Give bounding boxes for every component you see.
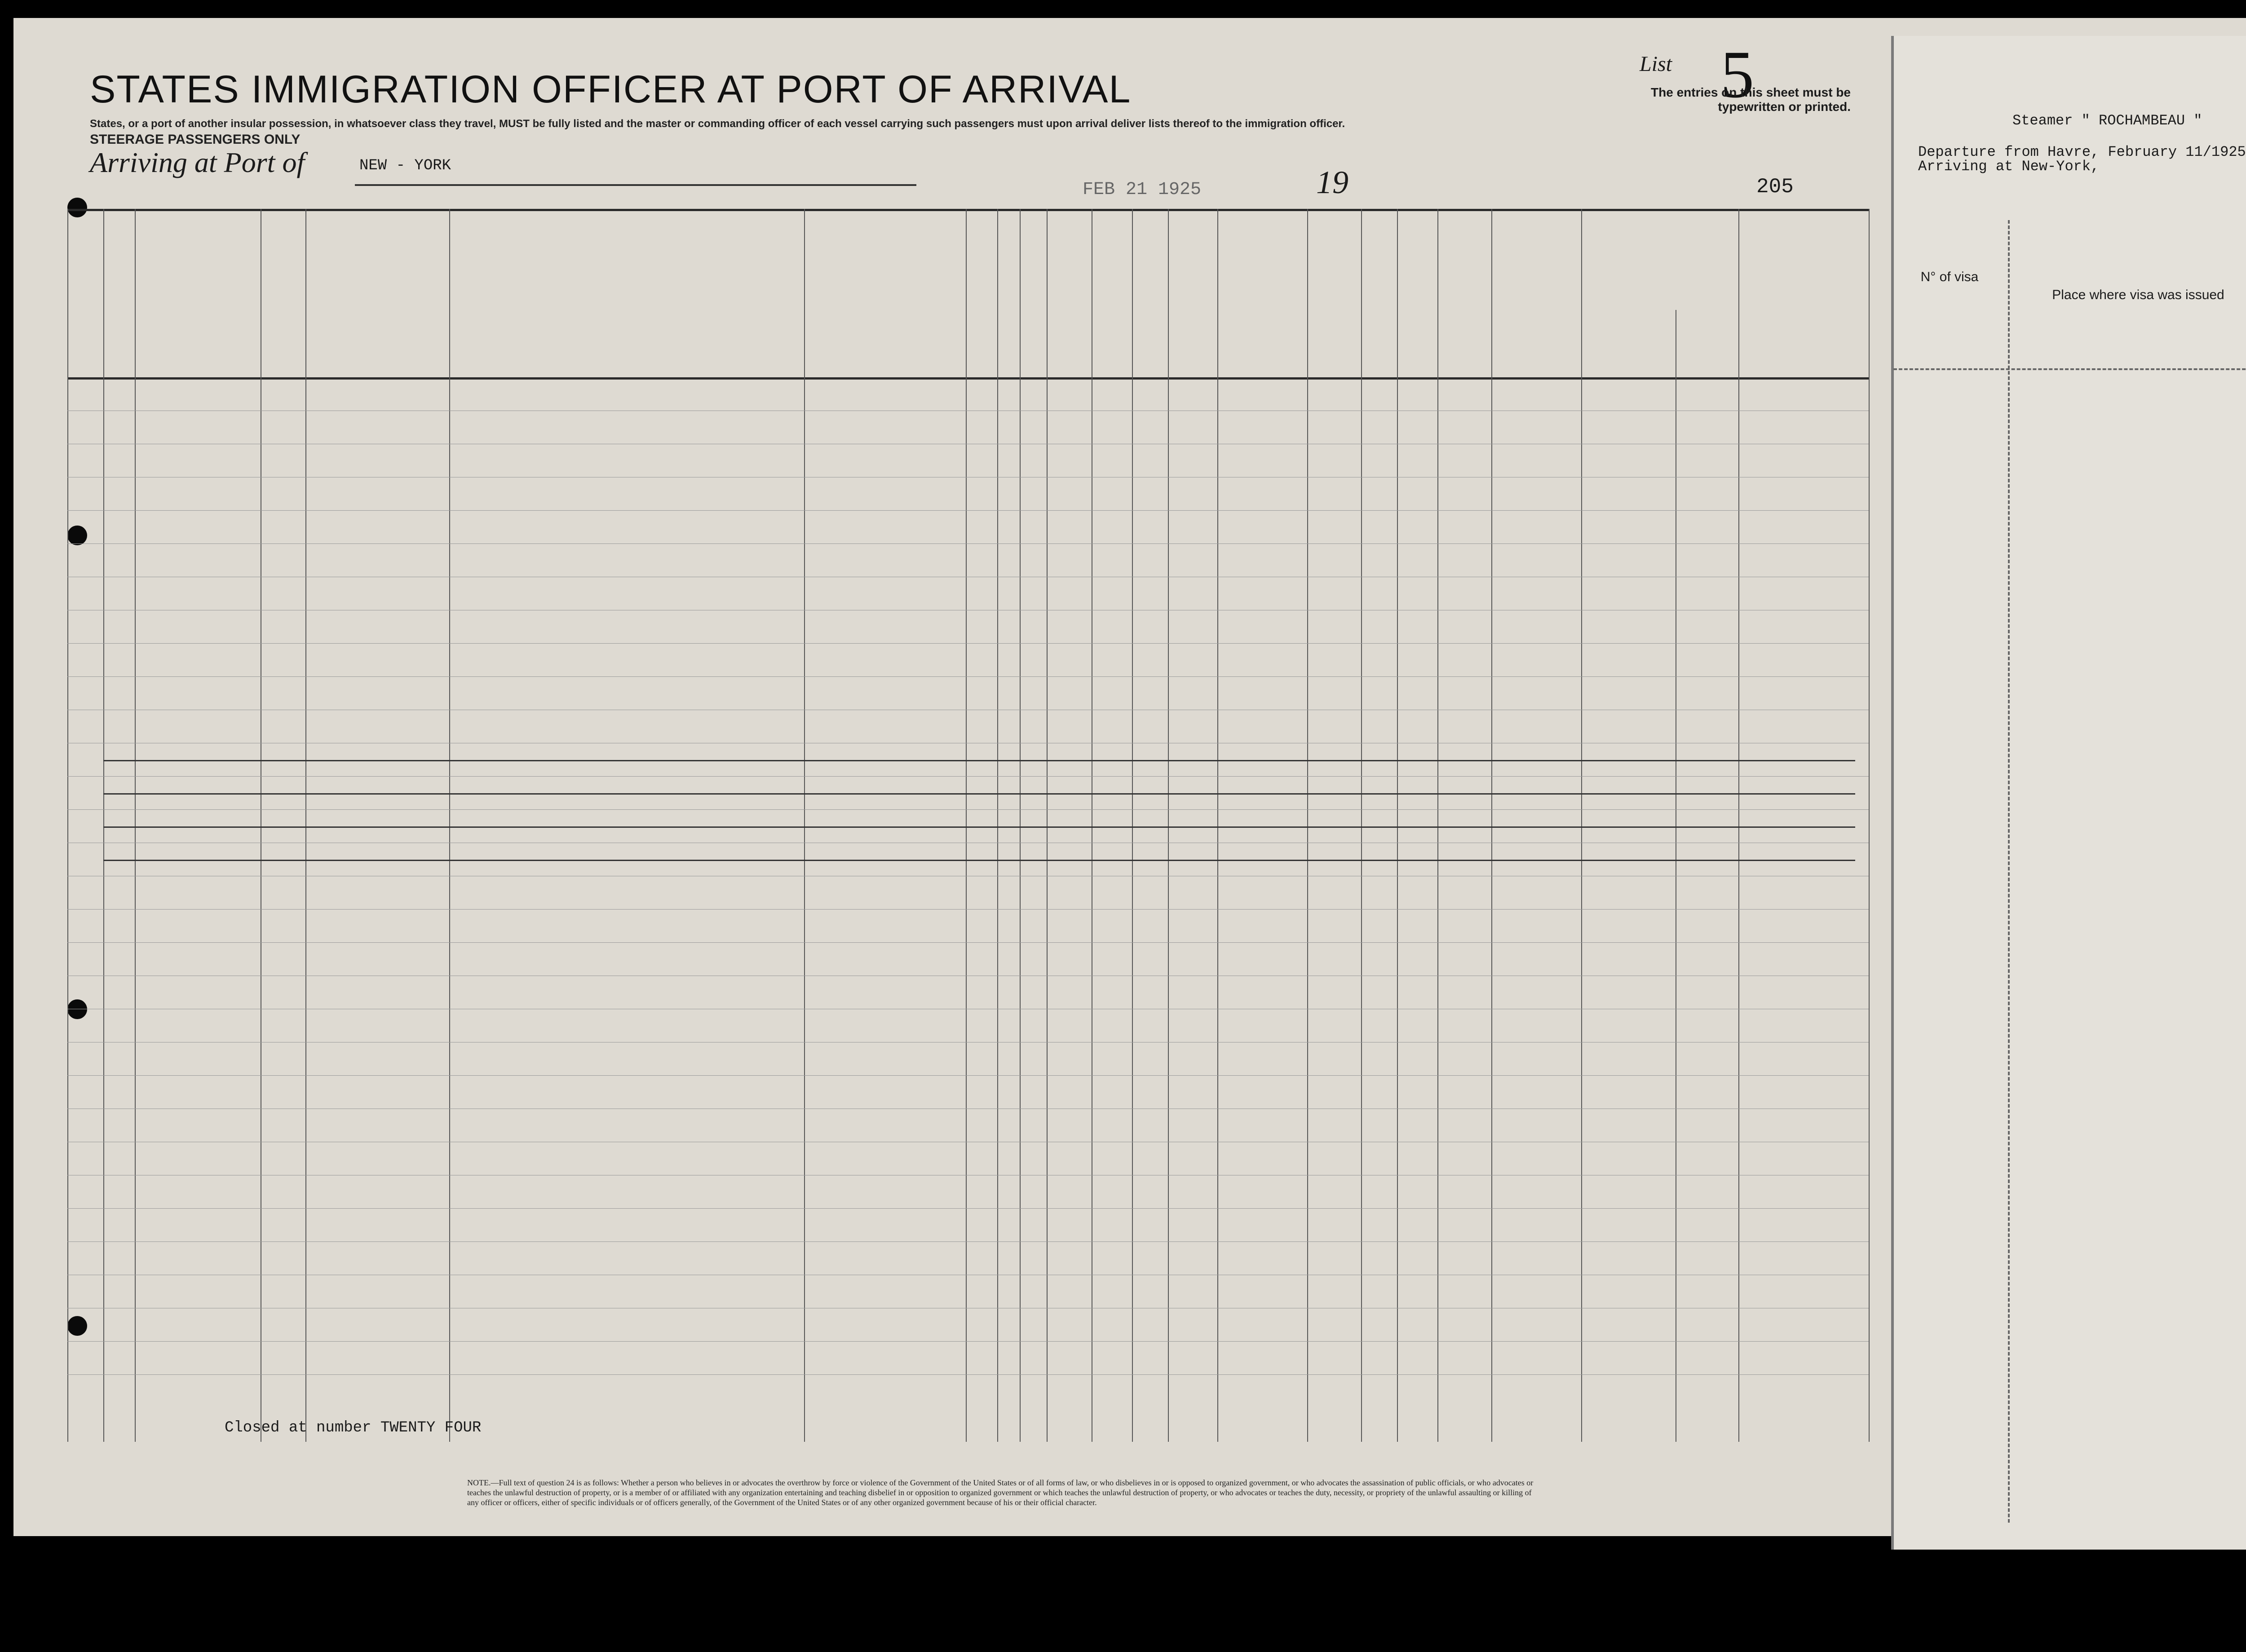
column-rule xyxy=(1047,209,1048,1442)
visa-header-rule xyxy=(1893,368,2246,370)
strikethrough-line xyxy=(103,826,1855,828)
punch-hole xyxy=(67,999,87,1019)
year-label: 19 xyxy=(1316,164,1348,200)
column-rule xyxy=(1020,209,1021,1442)
column-rule xyxy=(1437,209,1438,1442)
column-rule xyxy=(1869,209,1870,1442)
departure-line: Departure from Havre, February 11/1925 xyxy=(1918,144,2246,160)
column-rule xyxy=(135,209,136,1442)
strikethrough-line xyxy=(103,793,1855,795)
column-rule xyxy=(1738,209,1739,1442)
list-note: The entries on this sheet must be typewritten or printed. xyxy=(1651,85,1851,114)
visa-place-header: Place where visa was issued xyxy=(2052,287,2224,302)
arriving-label: Arriving at Port of xyxy=(90,146,305,178)
arriving-line: Arriving at New-York, xyxy=(1918,158,2100,175)
row-rule xyxy=(67,909,1869,910)
row-rule xyxy=(67,510,1869,511)
column-rule xyxy=(966,209,967,1442)
strikethrough-line xyxy=(103,860,1855,861)
visa-sheet xyxy=(1891,36,2246,1550)
row-rule xyxy=(67,776,1869,777)
strikethrough-line xyxy=(103,760,1855,761)
row-rule xyxy=(67,809,1869,810)
header-instruction: States, or a port of another insular possession, in whatsoever class they travel, MUST be fully listed and the master or commanding officer of each vessel carrying such passengers must upon arrival deliver lists thereof to the immigration officer. xyxy=(90,118,1345,130)
received-stamp: FEB 21 1925 xyxy=(1083,180,1202,200)
column-rule xyxy=(1361,209,1362,1442)
footnote: NOTE.—Full text of question 24 is as follows: Whether a person who believes in or advocates the overthrow by force or violence of the Government of the United States or of all forms of law, or who disbelieves in or is opposed to organized government, or who advocates the assassination of public officials, or who advocates or teaches the unlawful destruction of property, or is a member of or affiliated with any organization entertaining and teaching disbelief in or opposition to organized government or which teaches the unlawful destruction of property, or who advocates or teaches the duty, necessity, or propriety of the unlawful assaulting or killing of any officer or officers, either of specific individuals or of officers generally, of the Government of the United States or of any other organized government because of his or their official character. xyxy=(467,1478,1534,1507)
column-rule xyxy=(1581,209,1582,1442)
row-rule xyxy=(67,1374,1869,1375)
column-header-band xyxy=(67,209,1869,380)
column-rule xyxy=(103,209,104,1442)
row-rule xyxy=(67,1208,1869,1209)
punch-hole xyxy=(67,1316,87,1336)
arriving-port: NEW - YORK xyxy=(359,157,451,174)
closed-at: Closed at number TWENTY FOUR xyxy=(225,1419,482,1436)
arriving-underline xyxy=(355,184,916,186)
steamer-name: Steamer " ROCHAMBEAU " xyxy=(2012,112,2202,129)
visa-number-header: N° of visa xyxy=(1920,269,1979,284)
list-label: List xyxy=(1640,52,1672,76)
column-rule xyxy=(449,209,450,1442)
row-rule xyxy=(67,643,1869,644)
column-rule xyxy=(305,209,306,1442)
row-rule xyxy=(67,543,1869,544)
column-rule xyxy=(67,209,68,1442)
year-right: 205 xyxy=(1756,175,1794,199)
column-rule xyxy=(1307,209,1308,1442)
row-rule xyxy=(67,676,1869,677)
list-number: 5 xyxy=(1720,37,1754,112)
column-rule xyxy=(804,209,805,1442)
page-title: STATES IMMIGRATION OFFICER AT PORT OF ARRIVAL xyxy=(90,68,1132,111)
column-rule xyxy=(1132,209,1133,1442)
visa-divider xyxy=(2008,220,2010,1523)
row-rule xyxy=(67,942,1869,943)
row-rule xyxy=(67,1075,1869,1076)
row-rule xyxy=(67,1341,1869,1342)
column-rule xyxy=(1491,209,1492,1442)
row-rule xyxy=(67,1241,1869,1242)
column-rule xyxy=(997,209,998,1442)
column-rule xyxy=(1168,209,1169,1442)
punch-hole xyxy=(67,526,87,545)
column-rule xyxy=(1397,209,1398,1442)
column-rule xyxy=(1217,209,1218,1442)
header-steerage: STEERAGE PASSENGERS ONLY xyxy=(90,132,301,147)
